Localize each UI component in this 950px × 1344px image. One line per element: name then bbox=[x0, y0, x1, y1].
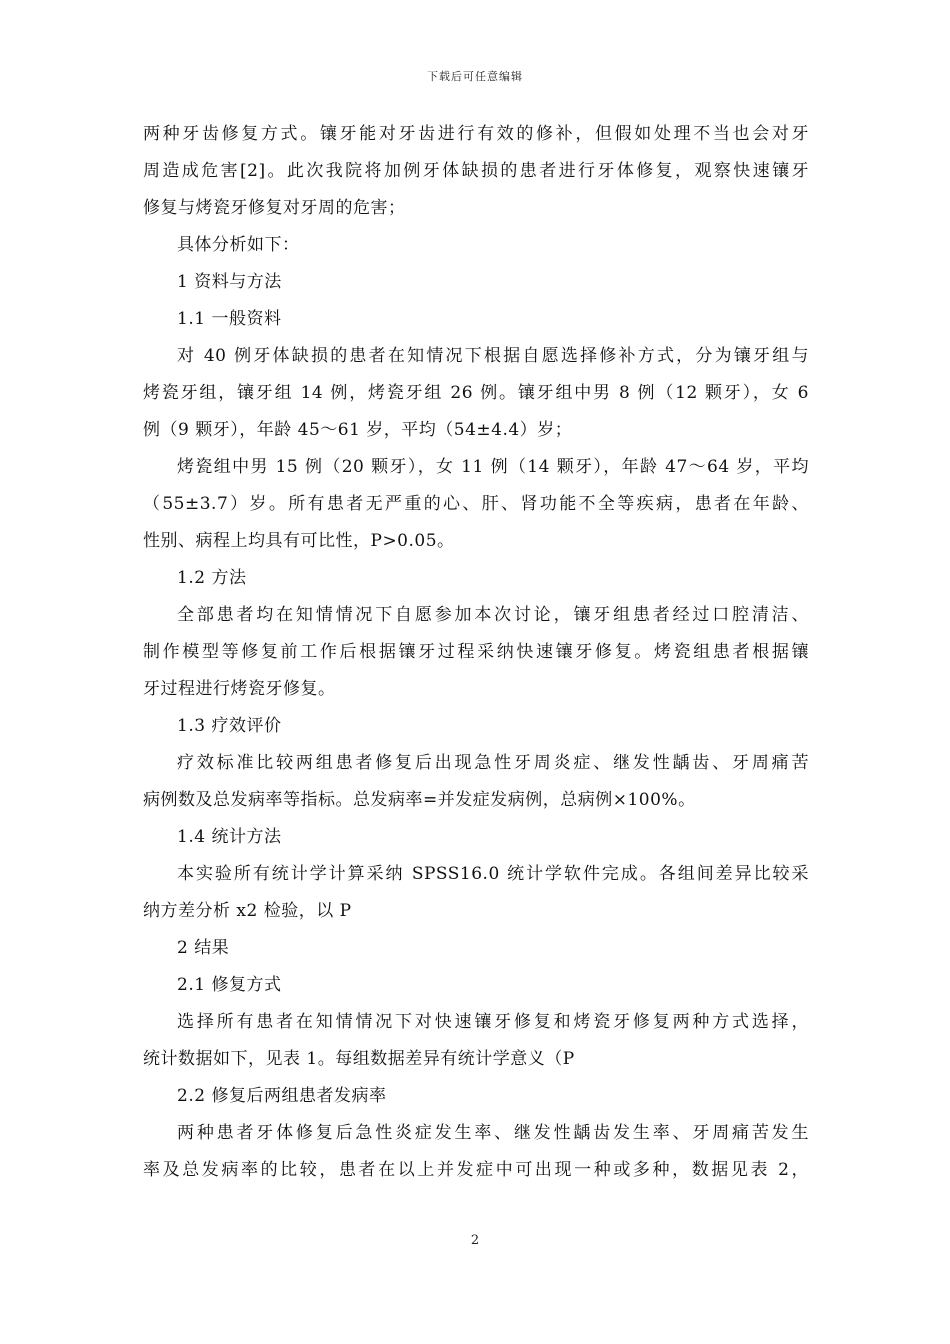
text-line: 选择所有患者在知情情况下对快速镶牙修复和烤瓷牙修复两种方式选择， bbox=[177, 1012, 809, 1032]
text-line: 制作模型等修复前工作后根据镶牙过程采纳快速镶牙修复。烤瓷组患者根据镶 bbox=[143, 642, 809, 662]
text-line: 修复与烤瓷牙修复对牙周的危害； bbox=[143, 198, 406, 218]
text-line: 例（9 颗牙），年龄 45～61 岁，平均（54±4.4）岁； bbox=[143, 420, 573, 440]
text-line: 烤瓷牙组，镶牙组 14 例，烤瓷牙组 26 例。镶牙组中男 8 例（12 颗牙），女 6 bbox=[143, 383, 809, 403]
section-heading: 1 资料与方法 bbox=[177, 272, 282, 292]
text-line: 两种患者牙体修复后急性炎症发生率、继发性龋齿发生率、牙周痛苦发生 bbox=[177, 1123, 809, 1143]
text-line: 纳方差分析 x2 检验，以 P bbox=[143, 901, 352, 921]
section-heading: 1.3 疗效评价 bbox=[177, 716, 282, 736]
text-line: 统计数据如下，见表 1。每组数据差异有统计学意义（P bbox=[143, 1049, 575, 1069]
text-line: 本实验所有统计学计算采纳 SPSS16.0 统计学软件完成。各组间差异比较采 bbox=[177, 864, 809, 884]
text-line: 率及总发病率的比较，患者在以上并发症中可出现一种或多种，数据见表 2， bbox=[143, 1160, 809, 1180]
section-heading: 2.2 修复后两组患者发病率 bbox=[177, 1086, 387, 1106]
text-line: 病例数及总发病率等指标。总发病率=并发症发病例，总病例×100%。 bbox=[143, 790, 696, 810]
text-line: 两种牙齿修复方式。镶牙能对牙齿进行有效的修补，但假如处理不当也会对牙 bbox=[143, 124, 809, 144]
text-line: 全部患者均在知情情况下自愿参加本次讨论，镶牙组患者经过口腔清洁、 bbox=[177, 605, 809, 625]
section-heading: 1.1 一般资料 bbox=[177, 309, 282, 329]
text-line: 具体分析如下： bbox=[177, 235, 300, 255]
text-line: （55±3.7）岁。所有患者无严重的心、肝、肾功能不全等疾病，患者在年龄、 bbox=[143, 494, 809, 514]
text-line: 牙过程进行烤瓷牙修复。 bbox=[143, 679, 336, 699]
section-heading: 1.4 统计方法 bbox=[177, 827, 282, 847]
document-body bbox=[143, 116, 809, 1189]
text-line: 对 40 例牙体缺损的患者在知情况下根据自愿选择修补方式，分为镶牙组与 bbox=[177, 346, 809, 366]
text-line: 性别、病程上均具有可比性，P>0.05。 bbox=[143, 531, 455, 551]
section-heading: 2 结果 bbox=[177, 938, 230, 958]
text-line: 周造成危害[2]。此次我院将加例牙体缺损的患者进行牙体修复，观察快速镶牙 bbox=[143, 161, 809, 181]
text-line: 疗效标准比较两组患者修复后出现急性牙周炎症、继发性龋齿、牙周痛苦 bbox=[177, 753, 809, 773]
text-line: 烤瓷组中男 15 例（20 颗牙），女 11 例（14 颗牙），年龄 47～64 岁，平均 bbox=[177, 457, 809, 477]
section-heading: 1.2 方法 bbox=[177, 568, 247, 588]
page-header: 下载后可任意编辑 bbox=[427, 70, 523, 83]
page-number: 2 bbox=[470, 1233, 480, 1248]
section-heading: 2.1 修复方式 bbox=[177, 975, 282, 995]
